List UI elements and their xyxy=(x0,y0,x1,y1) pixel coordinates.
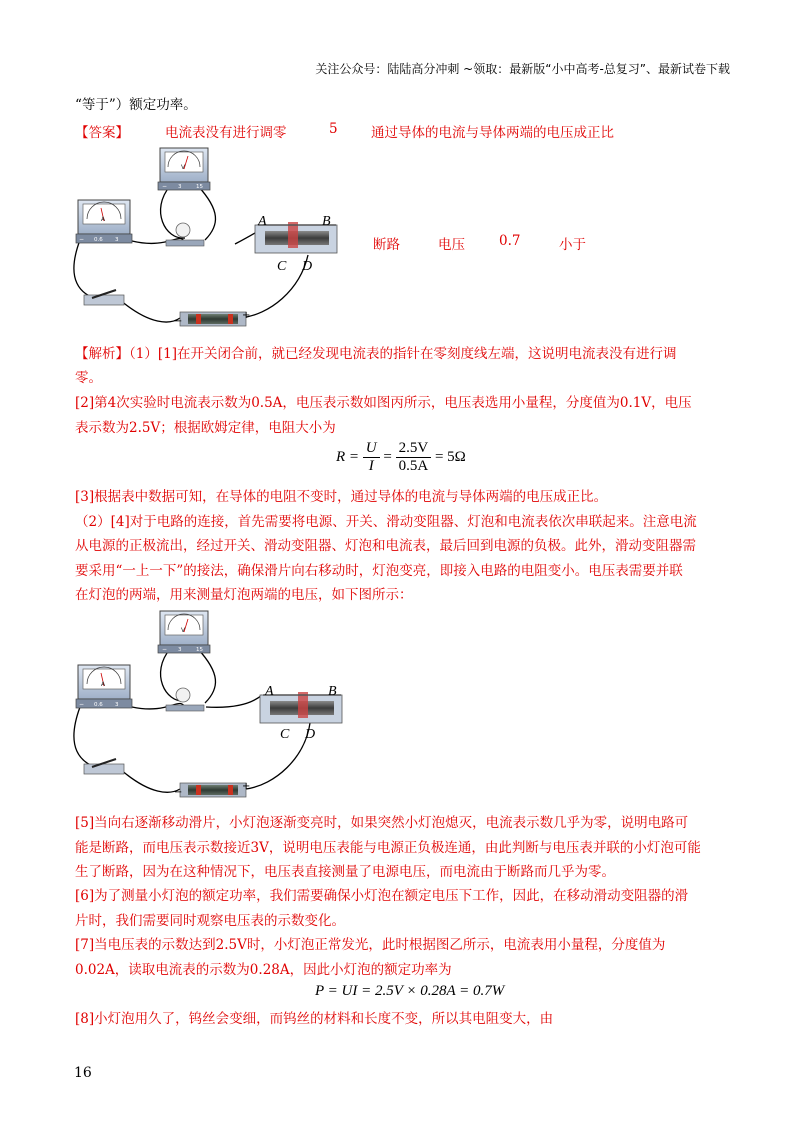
svg-text:+: + xyxy=(242,310,251,321)
bulb-icon-2 xyxy=(166,688,204,711)
analysis-line-1: 【解析】（1）[1]在开关闭合前，就已经发现电流表的指针在零刻度线左端，这说明电流表没有进行调 xyxy=(75,346,677,362)
svg-text:−: − xyxy=(79,701,85,708)
svg-text:15: 15 xyxy=(196,184,203,190)
svg-text:3: 3 xyxy=(178,647,182,653)
rheostat-icon xyxy=(255,214,337,274)
svg-text:−: − xyxy=(174,787,183,798)
formula-ohm: R = $\frac{U}{I}$ = $\frac{2.5V}{0.5A}$ = 5Ω xyxy=(336,440,466,474)
svg-text:−: − xyxy=(162,183,168,190)
switch-icon xyxy=(84,290,124,305)
svg-text:A: A xyxy=(265,684,274,699)
battery-icon xyxy=(174,310,250,327)
svg-text:C: C xyxy=(280,727,290,742)
svg-text:A: A xyxy=(101,681,106,688)
page-header: 关注公众号：陆陆高分冲刺 ~领取：最新版“小中高考-总复习”、最新试卷下载 xyxy=(315,62,730,76)
analysis-line-12: 生了断路，因为在这种情况下，电压表直接测量了电源电压，而电流由于断路而几乎为零。 xyxy=(75,864,615,880)
svg-text:3: 3 xyxy=(115,237,119,243)
svg-text:A: A xyxy=(258,214,267,229)
analysis-line-11: 能是断路，而电压表示数接近3V，说明电压表能与电源正负极连通，由此判断与电压表并联的小灯泡可能 xyxy=(75,840,701,856)
svg-text:B: B xyxy=(322,214,331,229)
analysis-line-2: 零。 xyxy=(75,370,102,386)
analysis-line-6: （2）[4]对于电路的连接，首先需要将电源、开关、滑动变阻器、灯泡和电流表依次串联起来。注意电流 xyxy=(75,514,697,530)
svg-text:15: 15 xyxy=(196,647,203,653)
svg-text:+: + xyxy=(242,781,251,792)
svg-text:C: C xyxy=(277,259,287,274)
svg-text:V: V xyxy=(181,627,186,634)
svg-text:−: − xyxy=(79,236,85,243)
answer-5: 电压 xyxy=(438,237,465,253)
analysis-line-15: [7]当电压表的示数达到2.5V时，小灯泡正常发光，此时根据图乙所示，电流表用小量程，分度值为 xyxy=(75,937,666,953)
svg-text:−: − xyxy=(174,316,183,327)
svg-text:0.6: 0.6 xyxy=(94,237,103,243)
answer-1: 电流表没有进行调零 xyxy=(165,125,287,141)
analysis-line-9: 在灯泡的两端，用来测量灯泡两端的电压，如下图所示： xyxy=(75,587,413,603)
analysis-line-14: 片时，我们需要同时观察电压表的示数变化。 xyxy=(75,913,345,929)
circuit-diagram-1 xyxy=(70,140,360,335)
svg-text:D: D xyxy=(302,259,313,274)
answer-tag: 【答案】 xyxy=(75,125,129,141)
page-number: 16 xyxy=(74,1065,92,1081)
voltmeter-icon-2 xyxy=(158,611,210,653)
svg-text:0.6: 0.6 xyxy=(94,702,103,708)
answer-4: 断路 xyxy=(373,237,400,253)
svg-text:−: − xyxy=(162,646,168,653)
svg-text:V: V xyxy=(181,164,186,171)
rheostat-icon-2 xyxy=(260,684,342,742)
svg-text:A: A xyxy=(101,216,106,223)
analysis-line-17: [8]小灯泡用久了，钨丝会变细，而钨丝的材料和长度不变，所以其电阻变大，由 xyxy=(75,1011,554,1027)
analysis-line-5: [3]根据表中数据可知，在导体的电阻不变时，通过导体的电流与导体两端的电压成正比。 xyxy=(75,489,608,505)
formula-power: P = UI = 2.5V × 0.28A = 0.7W xyxy=(315,983,505,999)
battery-icon-2 xyxy=(174,781,250,798)
svg-text:B: B xyxy=(328,684,337,699)
answer-6: 0.7 xyxy=(499,233,521,249)
answer-7: 小于 xyxy=(559,237,586,253)
answer-2: 5 xyxy=(329,121,338,137)
analysis-line-8: 要采用“一上一下”的接法，确保滑片向右移动时，灯泡变亮，即接入电路的电阻变小。电压表需要并联 xyxy=(75,563,683,579)
analysis-line-16: 0.02A，读取电流表的示数为0.28A，因此小灯泡的额定功率为 xyxy=(75,962,452,978)
analysis-line-13: [6]为了测量小灯泡的额定功率，我们需要确保小灯泡在额定电压下工作，因此，在移动滑动变阻器的滑 xyxy=(75,888,689,904)
svg-text:3: 3 xyxy=(178,184,182,190)
analysis-line-10: [5]当向右逐渐移动滑片，小灯泡逐渐变亮时，如果突然小灯泡熄灭，电流表示数几乎为零，说明电路可 xyxy=(75,815,689,831)
analysis-line-7: 从电源的正极流出，经过开关、滑动变阻器、灯泡和电流表，最后回到电源的负极。此外，滑动变阻器需 xyxy=(75,538,696,554)
ammeter-icon xyxy=(76,200,132,243)
analysis-line-3: [2]第4次实验时电流表示数为0.5A，电压表示数如图丙所示，电压表选用小量程，分度值为0.1V，电压 xyxy=(75,395,692,411)
answer-3: 通过导体的电流与导体两端的电压成正比 xyxy=(371,125,614,141)
svg-text:3: 3 xyxy=(115,702,119,708)
ammeter-icon-2 xyxy=(76,665,132,708)
circuit-diagram-2 xyxy=(70,603,360,805)
top-line: “等于”）额定功率。 xyxy=(75,97,197,113)
analysis-line-4: 表示数为2.5V；根据欧姆定律，电阻大小为 xyxy=(75,420,336,436)
analysis-tag: 【解析】 xyxy=(75,346,129,362)
switch-icon-2 xyxy=(84,759,124,774)
voltmeter-icon xyxy=(158,148,210,190)
svg-text:D: D xyxy=(305,727,316,742)
